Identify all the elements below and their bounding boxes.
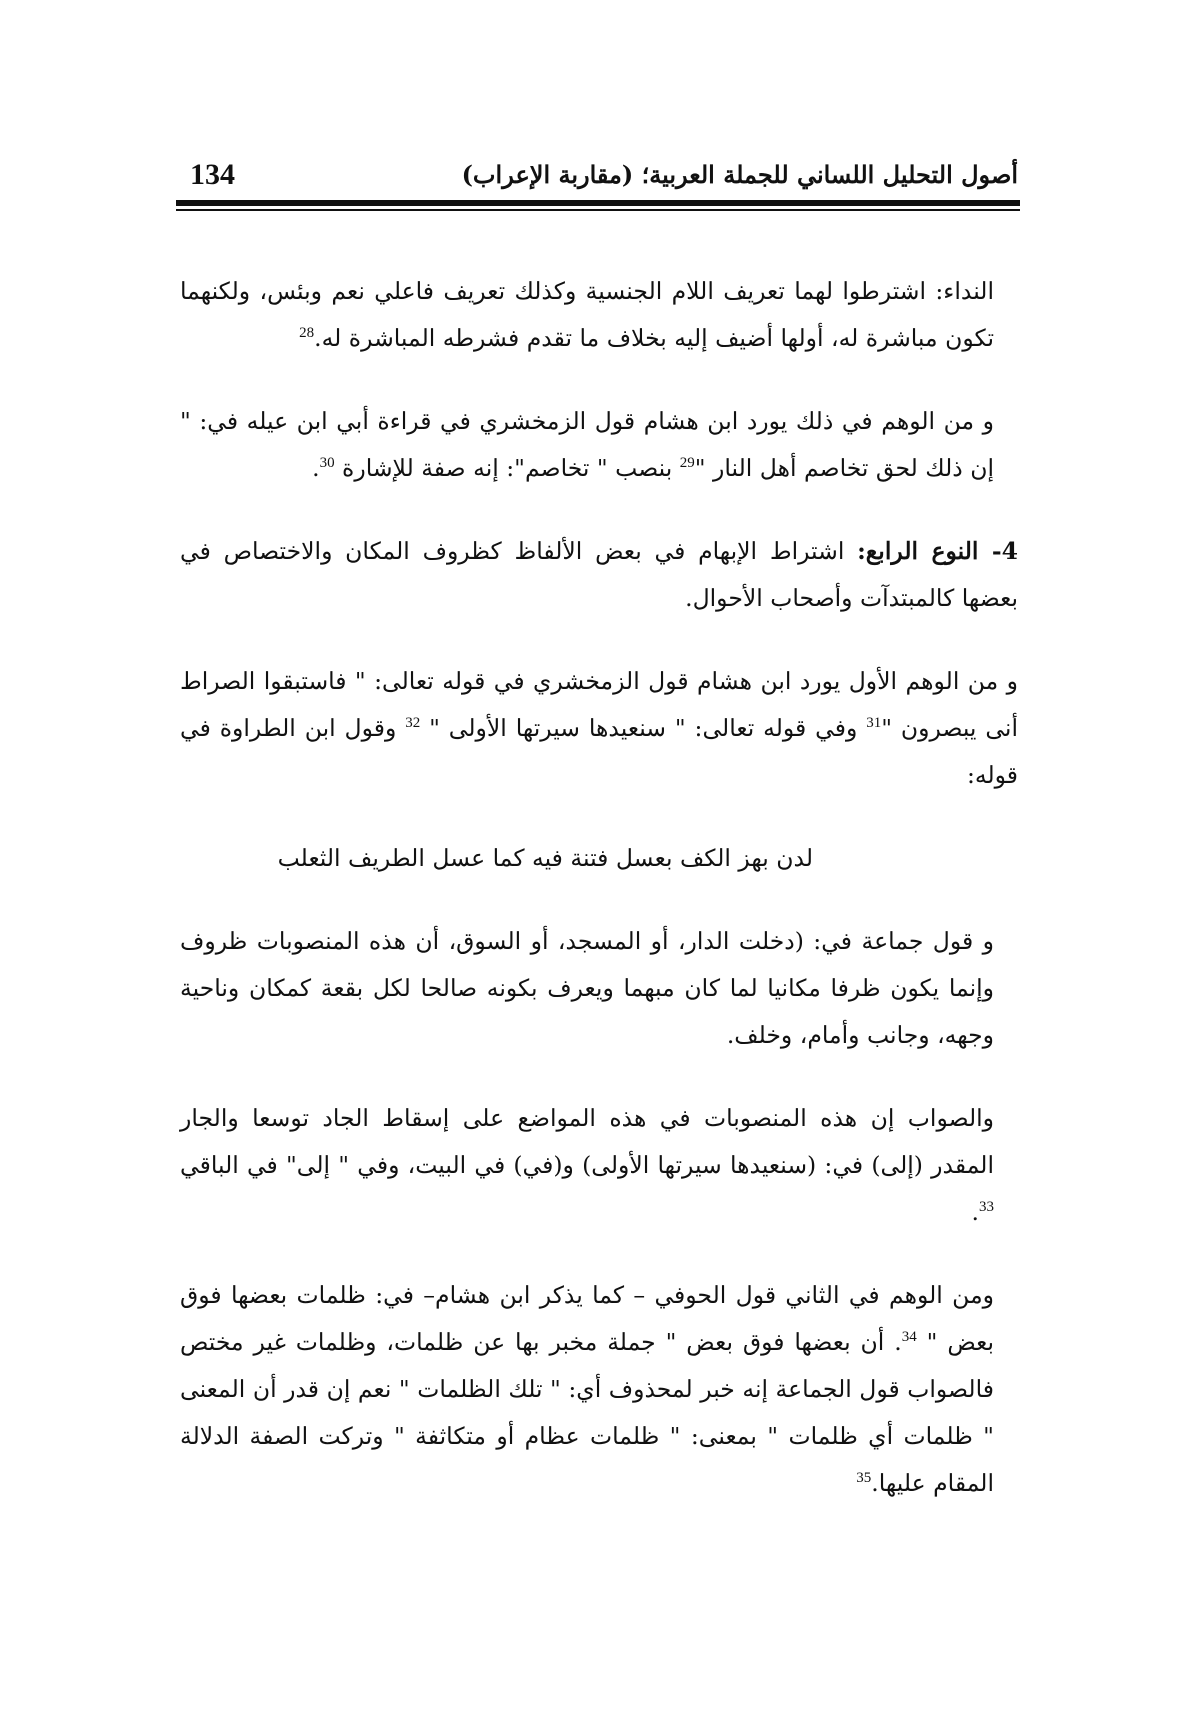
running-title: أصول التحليل اللساني للجملة العربية؛ (مقاربة الإعراب) [461, 160, 1018, 189]
verse-line: لدن بهز الكف بعسل فتنة فيه كما عسل الطريف الثعلب [277, 844, 813, 872]
footnote-ref: 33 [979, 1199, 994, 1216]
paragraph-text: وقول ابن الطراوة في قوله: [180, 714, 1018, 789]
footnote-ref: 32 [405, 715, 421, 732]
paragraph-text: . [312, 454, 320, 482]
paragraph-text: و من الوهم في ذلك يورد ابن هشام قول الزمخشري في قراءة أبي ابن عيله في: " إن ذلك لحق تخاصم أهل النار " [180, 407, 994, 482]
section-heading: 4- النوع الرابع: [857, 537, 1019, 565]
paragraph-text: وفي قوله تعالى: " سنعيدها سيرتها الأولى " [420, 714, 867, 742]
paragraph [180, 1095, 1018, 1236]
paragraph [180, 1272, 1018, 1507]
paragraph-text: والصواب إن هذه المنصوبات في هذه المواضع على إسقاط الجاد توسعا والجار المقدر (إلى) في: (سنعيدها سيرتها الأولى) و(في) في البيت، وفي " إلى" في الباقي [180, 1104, 994, 1179]
footnote-ref: 29 [679, 455, 695, 472]
paragraph-text: و من الوهم الأول يورد ابن هشام قول الزمخشري في قوله تعالى: " فاستبقوا الصراط أنى يبصرون " [180, 667, 1018, 742]
paragraph-text: بنصب " تخاصم": إنه صفة للإشارة [334, 454, 680, 482]
paragraph-text: اشتراط الإبهام في بعض الألفاظ كظروف المكان والاختصاص في بعضها كالمبتدآت وأصحاب الأحوال. [180, 537, 1018, 612]
paragraph-text: النداء: اشترطوا لهما تعريف اللام الجنسية وكذلك تعريف فاعلي نعم وبئس، ولكنهما تكون مباشرة له، أولها أضيف إليه بخلاف ما تقدم فشرطه المباشرة له. [180, 277, 994, 352]
paragraph [180, 268, 1018, 362]
paragraph-text: . أن بعضها فوق بعض " جملة مخبر بها عن ظلمات، وظلمات غير مختص فالصواب قول الجماعة إنه خبر لمحذوف أي: " تلك الظلمات " نعم إن قدر أن المعنى " ظلمات أي ظلمات " بمعنى: " ظلمات عظام أو متكاثفة " وتركت الصفة الدلالة المقام عليها. [180, 1328, 994, 1497]
paragraph-text: ومن الوهم في الثاني قول الحوفي – كما يذكر ابن هشام– في: ظلمات بعضها فوق بعض " [180, 1281, 995, 1356]
header-rule-thick [176, 200, 1020, 206]
footnote-ref: 34 [901, 1329, 917, 1346]
body-text [180, 268, 1018, 1543]
footnote-ref: 28 [299, 325, 315, 342]
paragraph-text: . [971, 1198, 979, 1226]
header-rule-thin [176, 209, 1020, 211]
paragraph-text: و قول جماعة في: (دخلت الدار، أو المسجد، أو السوق، أن هذه المنصوبات ظروف وإنما يكون ظرفا مكانيا لما كان مبهما ويعرف بكونه صالحا لكل بقعة كمكان وناحية وجهه، وجانب وأمام، وخلف. [180, 927, 994, 1049]
page-header [178, 150, 1018, 200]
footnote-ref: 35 [856, 1470, 872, 1487]
paragraph [180, 528, 1018, 622]
paragraph [180, 398, 1018, 492]
paragraph [180, 658, 1018, 799]
paragraph [180, 918, 1018, 1059]
footnote-ref: 30 [319, 455, 335, 472]
footnote-ref: 31 [866, 715, 882, 732]
page-number: 134 [190, 158, 235, 191]
